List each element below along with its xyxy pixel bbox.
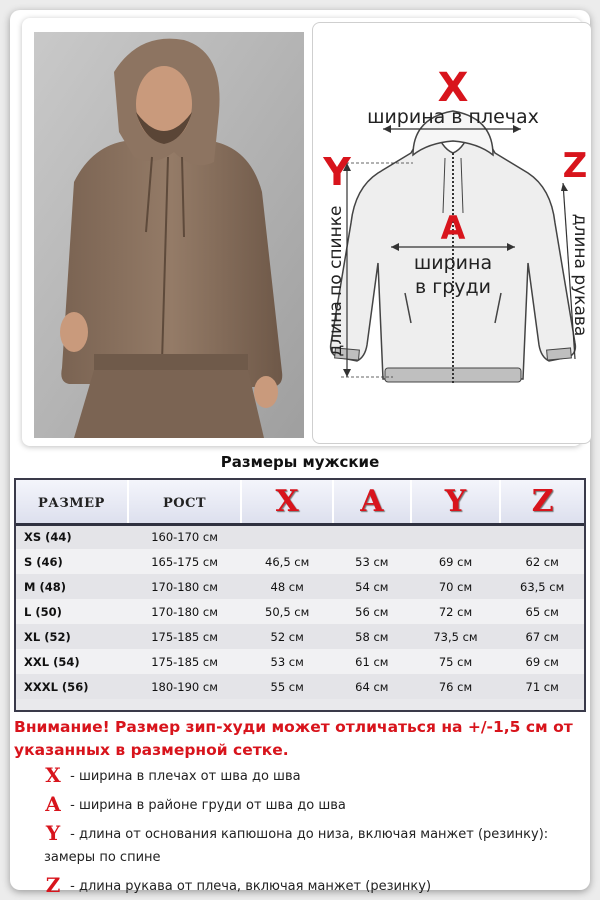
size-chart-card bbox=[10, 10, 590, 897]
diagram-y-letter: Y bbox=[323, 150, 351, 194]
diagram-x-label: ширина в плечах bbox=[367, 106, 539, 128]
table-row bbox=[16, 624, 584, 649]
header-height: РОСТ bbox=[128, 480, 242, 524]
cell-size: XXL (54) bbox=[24, 654, 80, 669]
size-warning: Внимание! Размер зип-худи может отличаться на +/-1,5 см от указанных в размерной сетке. bbox=[14, 718, 573, 759]
diagram-z-label: длина рукава bbox=[570, 213, 590, 337]
cell-x: 55 см bbox=[270, 679, 304, 694]
header-x: X bbox=[241, 480, 333, 524]
size-table bbox=[14, 478, 586, 712]
header-y: Y bbox=[411, 480, 501, 524]
cell-size: L (50) bbox=[24, 604, 62, 619]
cell-a: 56 см bbox=[355, 604, 389, 619]
cell-a: 53 см bbox=[355, 554, 389, 569]
cell-a: 54 см bbox=[355, 579, 389, 594]
cell-z: 69 см bbox=[525, 654, 559, 669]
legend-letter: X bbox=[45, 763, 61, 787]
cell-y: 72 см bbox=[438, 604, 473, 619]
cell-y: 75 см bbox=[438, 654, 473, 669]
table-row bbox=[16, 599, 584, 624]
cell-z: 71 см bbox=[525, 679, 559, 694]
cell-x: 52 см bbox=[270, 629, 304, 644]
cell-a: 58 см bbox=[355, 629, 389, 644]
measurement-legend bbox=[44, 764, 584, 900]
legend-item-x bbox=[44, 764, 584, 788]
cell-y: 70 см bbox=[438, 579, 473, 594]
header-z: Z bbox=[500, 480, 584, 524]
legend-item-y bbox=[44, 822, 584, 869]
table-row bbox=[16, 549, 584, 574]
cell-x: 46,5 см bbox=[265, 554, 310, 569]
cell-a: 64 см bbox=[355, 679, 389, 694]
header-a: A bbox=[333, 480, 411, 524]
cell-x: 50,5 см bbox=[265, 604, 310, 619]
diagram-a-label-line1: ширина bbox=[413, 252, 493, 274]
diagram-y-label: длина по спинке bbox=[326, 205, 346, 357]
table-header-row bbox=[16, 480, 584, 524]
cell-z: 63,5 см bbox=[520, 579, 565, 594]
table-row bbox=[16, 524, 584, 549]
legend-text: - длина рукава от плеча, включая манжет (резинку) bbox=[66, 879, 432, 894]
cell-y: 69 см bbox=[438, 554, 473, 569]
cell-height: 170-180 см bbox=[151, 579, 218, 594]
model-in-hoodie-image bbox=[34, 32, 304, 438]
product-photo bbox=[34, 32, 304, 438]
cell-z: 67 см bbox=[525, 629, 559, 644]
cell-height: 180-190 см bbox=[151, 679, 218, 694]
header-size: РАЗМЕР bbox=[16, 480, 128, 524]
page-title: Размеры мужские bbox=[220, 453, 380, 471]
legend-letter: Z bbox=[45, 873, 61, 897]
cell-x: 53 см bbox=[270, 654, 304, 669]
cell-z bbox=[500, 524, 584, 549]
cell-y: 76 см bbox=[438, 679, 473, 694]
legend-text: - ширина в районе груди от шва до шва bbox=[66, 798, 346, 813]
table-row bbox=[16, 649, 584, 674]
cell-height: 175-185 см bbox=[151, 654, 218, 669]
legend-letter: Y bbox=[45, 821, 61, 845]
cell-size: M (48) bbox=[24, 579, 66, 594]
cell-x bbox=[241, 524, 333, 549]
cell-height: 175-185 см bbox=[151, 629, 218, 644]
cell-z: 62 см bbox=[525, 554, 559, 569]
legend-text: - ширина в плечах от шва до шва bbox=[66, 769, 301, 784]
cell-z: 65 см bbox=[525, 604, 559, 619]
cell-size: XL (52) bbox=[24, 629, 71, 644]
cell-size: XXXL (56) bbox=[24, 679, 89, 694]
cell-y bbox=[411, 524, 501, 549]
cell-height: 165-175 см bbox=[151, 554, 218, 569]
cell-height: 170-180 см bbox=[151, 604, 218, 619]
diagram-a-letter: A bbox=[440, 209, 466, 247]
diagram-z-letter: Z bbox=[562, 146, 588, 186]
table-row bbox=[16, 574, 584, 599]
cell-size: S (46) bbox=[24, 554, 63, 569]
hoodie-diagram bbox=[313, 23, 593, 445]
image-panel bbox=[22, 18, 590, 446]
legend-letter: A bbox=[45, 792, 61, 816]
cell-y: 73,5 см bbox=[433, 629, 478, 644]
cell-a bbox=[333, 524, 411, 549]
cell-x: 48 см bbox=[270, 579, 304, 594]
cell-size: XS (44) bbox=[24, 530, 72, 545]
diagram-a-label-line2: в груди bbox=[414, 276, 492, 298]
measurement-diagram bbox=[312, 22, 592, 444]
legend-item-a bbox=[44, 793, 584, 817]
legend-text: - длина от основания капюшона до низа, включая манжет (резинку): замеры по спине bbox=[44, 827, 549, 865]
diagram-x-letter: X bbox=[437, 65, 469, 111]
cell-height: 160-170 см bbox=[151, 530, 218, 545]
legend-item-z bbox=[44, 874, 584, 898]
table-row bbox=[16, 674, 584, 699]
cell-a: 61 см bbox=[355, 654, 389, 669]
